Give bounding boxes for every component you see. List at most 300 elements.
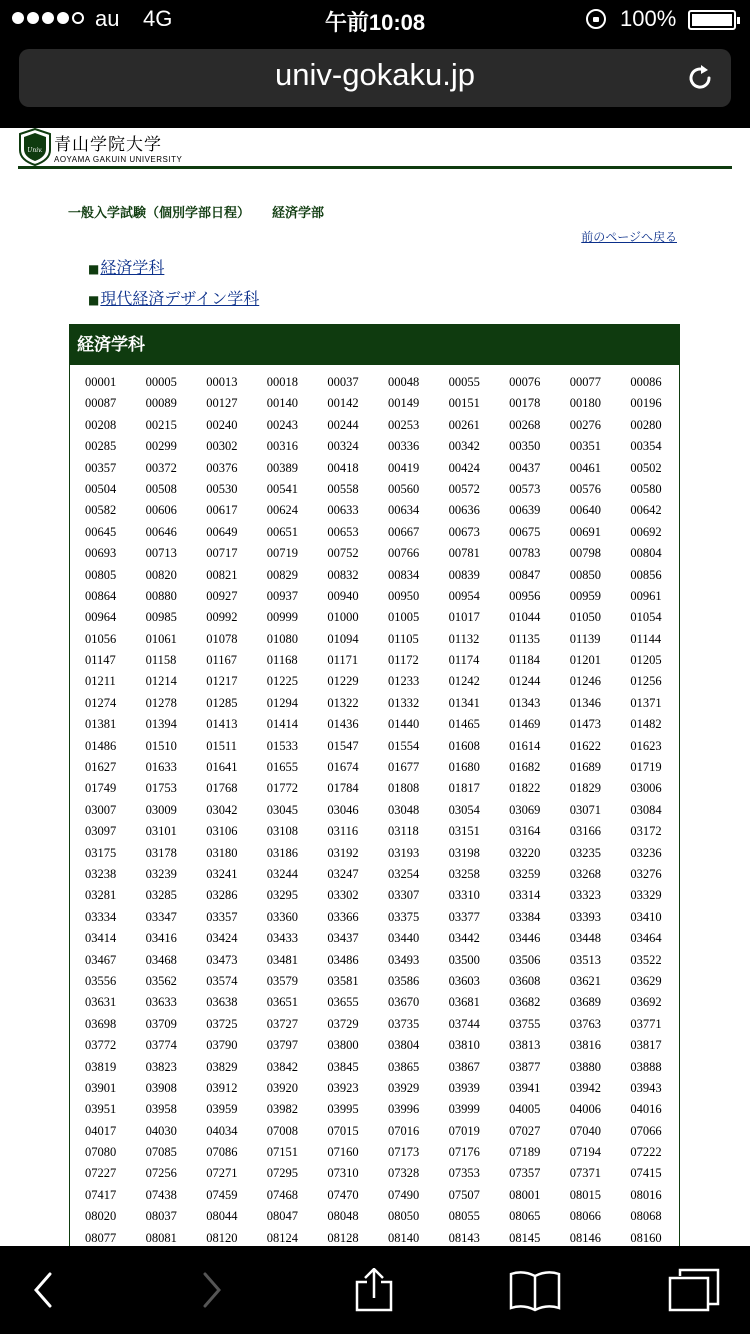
university-name: 青山学院大学 [54,135,162,155]
url-text[interactable]: univ-gokaku.jp [275,57,475,92]
exam-number: 00829 [266,567,299,582]
exam-number: 00798 [569,546,601,561]
exam-number: 00576 [569,481,601,496]
exam-number: 00636 [448,503,480,518]
exam-number: 00372 [145,460,177,475]
exam-number: 00324 [327,439,359,454]
web-page [0,128,750,1246]
exam-number: 03302 [327,888,359,903]
exam-number: 00940 [327,588,359,603]
exam-number: 03996 [387,1102,420,1117]
exam-number: 00140 [266,396,299,411]
exam-number: 08146 [569,1230,601,1245]
exam-number: 00805 [85,567,117,582]
exam-number: 03574 [206,973,238,988]
exam-number: 03823 [145,1059,177,1074]
dept-link-modern-economic-design[interactable]: ■現代経済デザイン学科 [88,289,260,308]
exam-number: 01132 [448,631,480,646]
exam-number: 01829 [569,781,601,796]
exam-number: 03180 [206,845,238,860]
faculty-name: 経済学部 [272,206,325,221]
status-time: 午前10:08 [324,10,426,35]
exam-number: 03329 [630,888,662,903]
exam-number: 00502 [630,460,662,475]
exam-number: 00651 [266,524,299,539]
exam-number: 03254 [387,866,420,881]
exam-number: 01056 [85,631,117,646]
exam-number: 03108 [266,824,299,839]
exam-number: 03880 [569,1059,601,1074]
exam-number: 03562 [145,973,177,988]
bullet-icon: ■ [88,262,100,276]
exam-number: 07357 [509,1166,541,1181]
exam-number: 00653 [327,524,359,539]
exam-number: 00151 [448,396,480,411]
exam-number: 00215 [145,417,177,432]
exam-number: 03813 [509,1038,541,1053]
exam-number: 03959 [206,1102,238,1117]
exam-number: 03556 [85,973,117,988]
results-title: 経済学科 [70,325,679,365]
exam-number: 00961 [630,588,662,603]
exam-number: 03259 [509,866,541,881]
exam-number: 01674 [327,760,359,775]
exam-number: 00342 [448,439,480,454]
exam-number: 00667 [387,524,420,539]
exam-number: 07227 [85,1166,117,1181]
exam-number: 01677 [387,760,420,775]
exam-number: 00005 [145,375,177,389]
back-link[interactable]: 前のページへ戻る [581,230,677,244]
exam-number: 00649 [206,524,238,539]
exam-number: 03166 [569,824,601,839]
exam-number: 01205 [630,653,662,668]
exam-number: 03982 [266,1102,299,1117]
exam-number: 03238 [85,866,117,881]
exam-number: 00351 [569,439,601,454]
exam-number: 07027 [509,1123,541,1138]
exam-number: 00077 [569,375,601,389]
exam-number: 00633 [327,503,359,518]
exam-number: 03247 [327,866,359,881]
exam-number: 01044 [509,610,541,625]
exam-number: 07016 [387,1123,420,1138]
exam-number: 00847 [509,567,541,582]
exam-number: 00178 [509,396,541,411]
exam-number: 03440 [387,931,420,946]
exam-number: 00316 [266,439,299,454]
exam-number: 00964 [85,610,117,625]
exam-number: 01211 [85,674,116,689]
exam-number: 04006 [569,1102,601,1117]
exam-number: 01482 [630,717,662,732]
exam-number: 00850 [569,567,601,582]
back-icon[interactable] [30,1268,58,1312]
exam-number: 00560 [387,481,420,496]
exam-number: 08015 [569,1187,601,1202]
exam-number: 00357 [85,460,117,475]
exam-number: 03845 [327,1059,359,1074]
exam-number: 07176 [448,1145,480,1160]
browser-chrome [0,0,750,128]
exam-number: 00717 [206,546,238,561]
exam-number: 01608 [448,738,480,753]
exam-number: 08037 [145,1209,177,1224]
exam-number: 00640 [569,503,601,518]
exam-number: 08020 [85,1209,117,1224]
exam-number: 00821 [206,567,238,582]
exam-number: 01144 [630,631,662,646]
exam-number: 00985 [145,610,177,625]
exam-number: 07173 [387,1145,420,1160]
exam-number: 00418 [327,460,359,475]
exam-number: 03725 [206,1016,238,1031]
exam-number: 08068 [630,1209,662,1224]
exam-number: 01242 [448,674,480,689]
page-heading [68,202,324,221]
battery-icon [688,10,736,30]
exam-number: 01533 [266,738,299,753]
exam-number: 03735 [387,1016,420,1031]
exam-number: 03054 [448,802,480,817]
exam-number: 03151 [448,824,480,839]
exam-number: 03942 [569,1080,601,1095]
share-icon[interactable] [352,1268,396,1312]
exam-number: 03198 [448,845,480,860]
exam-number: 01623 [630,738,662,753]
exam-number: 03347 [145,909,177,924]
exam-number: 00013 [206,375,238,389]
exam-number: 03682 [509,995,541,1010]
exam-number: 03486 [327,952,359,967]
university-seal-icon [18,128,52,166]
exam-number: 00675 [509,524,541,539]
exam-number: 07151 [266,1145,299,1160]
exam-number: 03220 [509,845,541,860]
exam-number: 00055 [448,375,480,389]
exam-number: 03790 [206,1038,238,1053]
exam-number: 00624 [266,503,299,518]
exam-number: 00719 [266,546,299,561]
exam-number: 01510 [145,738,177,753]
exam-number: 07310 [327,1166,359,1181]
exam-number: 00437 [509,460,541,475]
exam-number: 03681 [448,995,480,1010]
exam-number: 00992 [206,610,238,625]
exam-number: 00541 [266,481,299,496]
exam-number: 03192 [327,845,359,860]
exam-number: 01214 [145,674,177,689]
university-name-en: AOYAMA GAKUIN UNIVERSITY [54,155,183,164]
exam-number: 03842 [266,1059,299,1074]
exam-number: 03393 [569,909,601,924]
exam-number: 03727 [266,1016,299,1031]
exam-number: 03175 [85,845,117,860]
exam-number: 03513 [569,952,601,967]
exam-number: 01680 [448,760,480,775]
exam-number: 08140 [387,1230,420,1245]
exam-number: 03817 [630,1038,662,1053]
exam-number: 03375 [387,909,420,924]
exam-number: 08001 [509,1187,541,1202]
exam-number: 01139 [569,631,601,646]
exam-number: 03244 [266,866,299,881]
exam-number: 00299 [145,439,177,454]
exam-number: 03744 [448,1016,480,1031]
exam-number: 00937 [266,588,299,603]
exam-number: 07295 [266,1166,299,1181]
exam-number: 03101 [145,824,177,839]
exam-number: 00530 [206,481,238,496]
exam-number: 07490 [387,1187,420,1202]
exam-number: 00261 [448,417,480,432]
exam-number: 01689 [569,760,601,775]
exam-number: 08077 [85,1230,117,1245]
exam-number: 03281 [85,888,117,903]
exam-number: 01772 [266,781,299,796]
exam-number: 07222 [630,1145,662,1160]
exam-number: 03995 [327,1102,359,1117]
exam-number: 03581 [327,973,359,988]
exam-number: 03377 [448,909,480,924]
exam-number: 01465 [448,717,480,732]
exam-number: 04016 [630,1102,662,1117]
exam-number: 07066 [630,1123,662,1138]
exam-number: 01094 [327,631,359,646]
exam-number: 01682 [509,760,541,775]
exam-number: 01244 [509,674,541,689]
battery-percent: 100% [620,6,677,31]
exam-number: 03638 [206,995,238,1010]
exam-number: 03608 [509,973,541,988]
exam-number: 03172 [630,824,662,839]
exam-number: 08066 [569,1209,601,1224]
exam-number: 08016 [630,1187,662,1202]
exam-number: 01000 [327,610,359,625]
tabs-icon[interactable] [668,1268,720,1312]
exam-number: 03621 [569,973,601,988]
dept-link-economics[interactable]: ■経済学科 [88,258,165,277]
exam-number: 00645 [85,524,117,539]
exam-number: 00243 [266,417,299,432]
exam-number: 00285 [85,439,117,454]
exam-number: 03323 [569,888,601,903]
exam-number: 03929 [387,1080,420,1095]
exam-number: 03481 [266,952,299,967]
exam-number: 03729 [327,1016,359,1031]
exam-number: 00208 [85,417,117,432]
exam-number: 00864 [85,588,117,603]
exam-number: 03999 [448,1102,480,1117]
exam-number: 01413 [206,717,238,732]
exam-number: 03506 [509,952,541,967]
exam-number: 00180 [569,396,601,411]
exam-number: 08081 [145,1230,177,1245]
exam-number: 03877 [509,1059,541,1074]
exam-number: 01822 [509,781,541,796]
exam-number: 03071 [569,802,601,817]
exam-number: 03295 [266,888,299,903]
exam-number: 07080 [85,1145,117,1160]
exam-title: 一般入学試験（個別学部日程） [68,206,251,221]
exam-number: 03464 [630,931,662,946]
exam-number: 03314 [509,888,541,903]
exam-number: 03178 [145,845,177,860]
exam-number: 00999 [266,610,299,625]
exam-number: 03048 [387,802,420,817]
exam-number: 00634 [387,503,420,518]
exam-number: 03116 [327,824,359,839]
bullet-icon: ■ [88,293,100,307]
exam-number: 01078 [206,631,238,646]
exam-number: 07507 [448,1187,480,1202]
exam-number: 00419 [387,460,420,475]
exam-number: 01614 [509,738,541,753]
exam-number: 03797 [266,1038,299,1053]
exam-number: 03698 [85,1016,117,1031]
exam-number: 03235 [569,845,601,860]
exam-number: 00240 [206,417,238,432]
exam-number: 03360 [266,909,299,924]
exam-number: 01256 [630,674,662,689]
exam-number: 01332 [387,695,420,710]
exam-number: 01246 [569,674,601,689]
exam-number: 07328 [387,1166,420,1181]
exam-number: 03819 [85,1059,117,1074]
exam-number: 01627 [85,760,117,775]
exam-number: 01172 [387,653,419,668]
exam-number: 03046 [327,802,359,817]
exam-number: 01167 [206,653,237,668]
exam-number: 01768 [206,781,238,796]
exam-number: 01346 [569,695,601,710]
exam-number: 00504 [85,481,117,496]
exam-number: 03586 [387,973,420,988]
forward-icon[interactable] [197,1268,225,1312]
exam-number: 03307 [387,888,420,903]
exam-number: 00086 [630,375,662,389]
exam-number: 03097 [85,824,117,839]
bookmarks-icon[interactable] [508,1268,562,1312]
exam-number: 01749 [85,781,117,796]
exam-number: 00856 [630,567,662,582]
exam-number: 00037 [327,375,359,389]
exam-number: 03888 [630,1059,662,1074]
rotation-lock-icon [586,9,606,29]
exam-number: 01147 [85,653,116,668]
exam-number: 03920 [266,1080,299,1095]
exam-number: 08055 [448,1209,480,1224]
exam-number: 00783 [509,546,541,561]
exam-number: 03629 [630,973,662,988]
exam-number: 00573 [509,481,541,496]
exam-number: 01633 [145,760,177,775]
exam-number: 08050 [387,1209,420,1224]
exam-number: 03424 [206,931,238,946]
exam-number: 00691 [569,524,601,539]
exam-number: 03442 [448,931,480,946]
exam-number: 01381 [85,717,117,732]
exam-number: 03268 [569,866,601,881]
exam-number: 03410 [630,909,662,924]
exam-number: 00832 [327,567,359,582]
exam-number: 03670 [387,995,420,1010]
exam-number: 00804 [630,546,662,561]
exam-number: 03118 [387,824,419,839]
exam-number: 07015 [327,1123,359,1138]
exam-number: 00558 [327,481,359,496]
exam-number: 03774 [145,1038,177,1053]
header-divider [18,166,732,169]
exam-number: 08047 [266,1209,299,1224]
exam-number: 04034 [206,1123,238,1138]
exam-number: 00582 [85,503,117,518]
exam-number: 01054 [630,610,662,625]
exam-number: 03384 [509,909,541,924]
exam-number: 00834 [387,567,420,582]
exam-number: 01005 [387,610,420,625]
exam-number: 03816 [569,1038,601,1053]
exam-number: 00580 [630,481,662,496]
exam-number: 01294 [266,695,299,710]
exam-number: 03468 [145,952,177,967]
exam-number: 08143 [448,1230,480,1245]
reload-icon[interactable] [685,63,715,93]
exam-number: 07040 [569,1123,601,1138]
exam-number: 00673 [448,524,480,539]
exam-number: 01511 [206,738,237,753]
exam-number: 03258 [448,866,480,881]
exam-number: 03366 [327,909,359,924]
exam-number: 00276 [569,417,601,432]
exam-number: 00376 [206,460,238,475]
exam-number: 00244 [327,417,359,432]
exam-number: 03908 [145,1080,177,1095]
exam-number: 01414 [266,717,299,732]
exam-number: 00389 [266,460,299,475]
exam-number: 00956 [509,588,541,603]
exam-number: 03433 [266,931,299,946]
exam-number: 00253 [387,417,420,432]
exam-number: 07085 [145,1145,177,1160]
exam-number: 00142 [327,396,359,411]
exam-number: 01278 [145,695,177,710]
exam-number: 00268 [509,417,541,432]
exam-number: 08160 [630,1230,662,1245]
exam-number: 00089 [145,396,177,411]
exam-number: 03006 [630,781,662,796]
exam-number: 00954 [448,588,480,603]
exam-number: 01285 [206,695,238,710]
exam-number: 01547 [327,738,359,753]
exam-number: 01050 [569,610,601,625]
exam-number: 03655 [327,995,359,1010]
exam-number: 00646 [145,524,177,539]
exam-number: 08145 [509,1230,541,1245]
exam-number: 01225 [266,674,299,689]
address-bar[interactable] [19,49,731,107]
exam-number: 03631 [85,995,117,1010]
exam-number: 01201 [569,653,601,668]
exam-number: 01171 [327,653,359,668]
exam-number: 01105 [387,631,419,646]
exam-number: 01655 [266,760,299,775]
exam-number: 00461 [569,460,601,475]
exam-number: 08128 [327,1230,359,1245]
exam-number: 01469 [509,717,541,732]
exam-number: 03493 [387,952,420,967]
exam-number: 01554 [387,738,420,753]
